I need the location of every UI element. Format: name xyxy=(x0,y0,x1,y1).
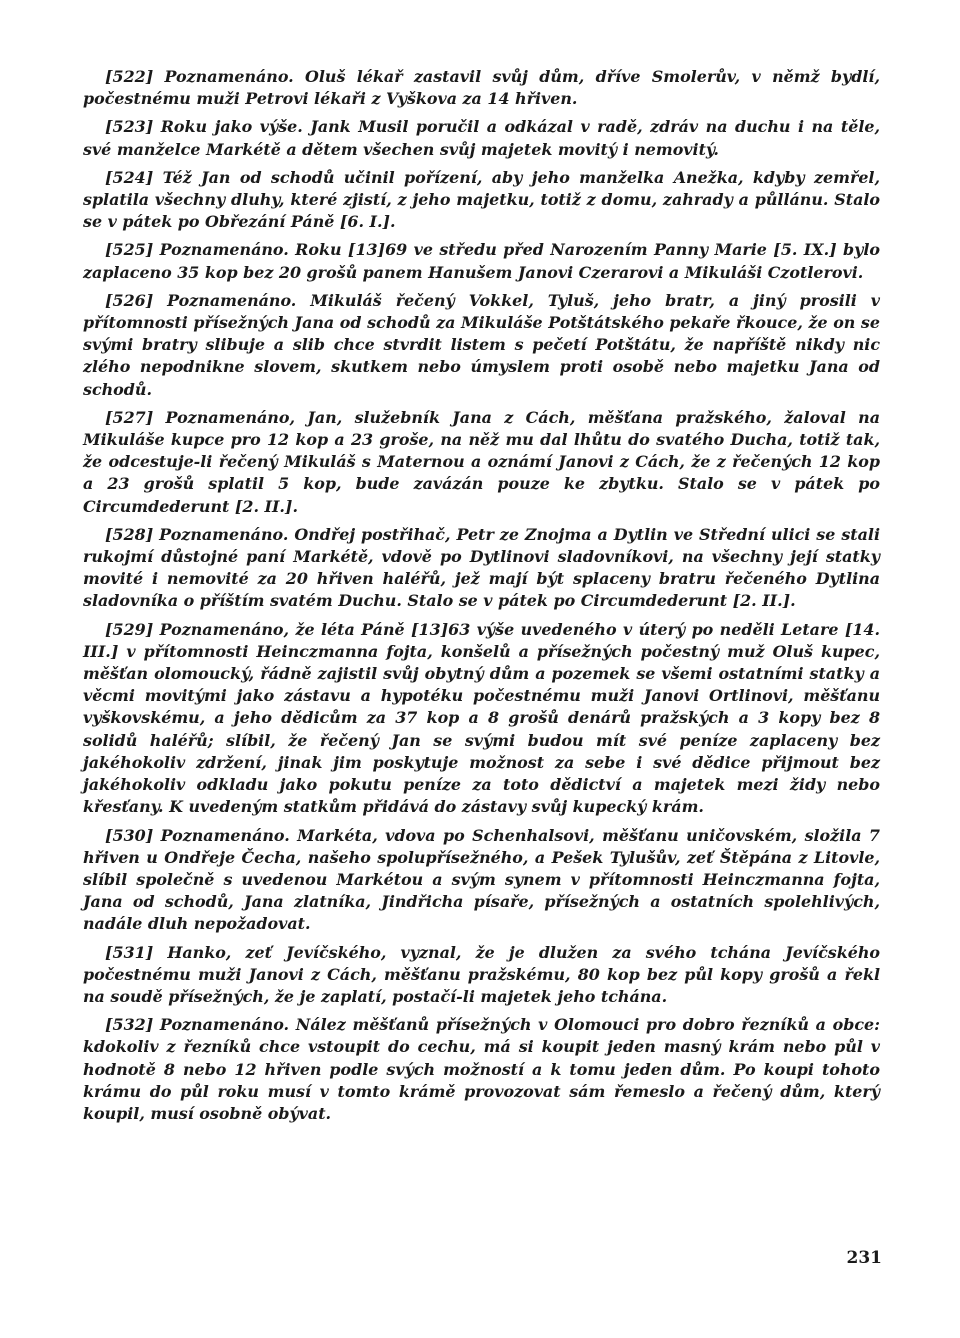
document-body xyxy=(83,66,880,1131)
entry-532: [532] Poznamenáno. Nález měšťanů přísežných v Olomouci pro dobro řezníků a obce: kdokoliv z řezníků chce vstoupit do cechu, má si koupit jeden masný krám nebo půl v hodnotě 8 nebo 12 hřiven podle svých možností a k tomu jeden dům. Po koupi tohoto krámu do půl roku musí v tomto krámě provozovat sám řemeslo a řečený dům, který koupil, musí osobně obývat. xyxy=(83,1015,880,1123)
entry-527: [527] Poznamenáno, Jan, služebník Jana z Cách, měšťana pražského, žaloval na Mikuláše kupce pro 12 kop a 23 groše, na něž mu dal lhůtu do svatého Ducha, totiž tak, že odcestuje-li řečený Mikuláš s Maternou a oznámí Janovi z Cách, že z řečených 12 kop a 23 grošů splatil 5 kop, bude zavázán pouze ke zbytku. Stalo se v pátek po Circumdederunt [2. II.]. xyxy=(83,407,880,516)
entry-528: [528] Poznamenáno. Ondřej postřihač, Petr ze Znojma a Dytlin ve Střední ulici se stali rukojmí důstojné paní Markétě, vdově po Dytlinovi sladovníkovi, na všechny její statky movité i nemovité za 20 hřiven haléřů, jež mají být splaceny bratru řečeného Dytlina sladovníka o příštím svatém Duchu. Stalo se v pátek po Circumdederunt [2. II.]. xyxy=(83,524,880,611)
entry-524: [524] Též Jan od schodů učinil pořízení, aby jeho manželka Anežka, kdyby zemřel, splatila všechny dluhy, které zjistí, z jeho majetku, totiž z domu, zahrady a půllánu. Stalo se v pátek po Obřezání Páně [6. I.]. xyxy=(83,167,880,232)
entry-525: [525] Poznamenáno. Roku [13]69 ve středu před Narozením Panny Marie [5. IX.] bylo zaplaceno 35 kop bez 20 grošů panem Hanušem Janovi Czerarovi a Mikuláši Czotlerovi. xyxy=(83,240,880,282)
entry-529: [529] Poznamenáno, že léta Páně [13]63 výše uvedeného v úterý po neděli Letare [14. III.] v přítomnosti Heinczmanna fojta, konšelů a přísežných počestný muž Oluš kupec, měšťan olomoucký, řádně zajistil svůj obytný dům a pozemek se všemi ostatními statky a věcmi movitými jako zástavu a hypotéku počestnému muži Janovi Ortlinovi, měšťanu vyškovskému, a jeho dědicům za 37 kop a 8 grošů denárů pražských a 3 kopy bez 8 solidů haléřů; slíbil, že řečený Jan se svými budou mít své peníze zaplaceny bez jakéhokoliv zdržení, jinak jim poskytuje možnost za sebe i své dědice přijmout bez jakéhokoliv odkladu jako pokutu peníze za toto dědictví a majetek mezi židy nebo křesťany. K uvedeným statkům přidává do zástavy svůj kupecký krám. xyxy=(83,619,880,817)
entry-523: [523] Roku jako výše. Jank Musil poručil a odkázal v radě, zdráv na duchu i na těle, své manželce Markétě a dětem všechen svůj majetek movitý i nemovitý. xyxy=(83,117,880,159)
entry-530: [530] Poznamenáno. Markéta, vdova po Schenhalsovi, měšťanu uničovském, složila 7 hřiven u Ondřeje Čecha, našeho spolupřísežného, a Pešek Tylušův, zeť Štěpána z Litovle, slíbil společně s uvedenou Markétou a svým synem v přítomnosti Heinczmanna fojta, Jana od schodů, Jana zlatníka, Jindřicha písaře, přísežných a ostatních spolehlivých, nadále dluh nepožadovat. xyxy=(83,825,880,934)
entry-531: [531] Hanko, zeť Jevíčského, vyznal, že je dlužen za svého tchána Jevíčského počestnému muži Janovi z Cách, měšťanu pražskému, 80 kop bez půl kopy grošů a řekl na soudě přísežných, že je zaplatí, postačí-li majetek jeho tchána. xyxy=(83,942,880,1006)
entry-526: [526] Poznamenáno. Mikuláš řečený Vokkel, Tyluš, jeho bratr, a jiný prosili v přítomnosti přísežných Jana od schodů za Mikuláše Potštátského pekaře řkouce, že on se svými bratry slibuje a slib chce stvrdit listem s pečetí Potštátu, že napříště nikdy nic zlého nepodnikne slovem, skutkem nebo úmyslem proti osobě nebo majetku Jana od schodů. xyxy=(83,290,880,399)
page-number: 231 xyxy=(846,1248,882,1268)
entry-522: [522] Poznamenáno. Oluš lékař zastavil svůj dům, dříve Smolerův, v němž bydlí, počestnému muži Petrovi lékaři z Vyškova za 14 hřiven. xyxy=(83,67,880,109)
